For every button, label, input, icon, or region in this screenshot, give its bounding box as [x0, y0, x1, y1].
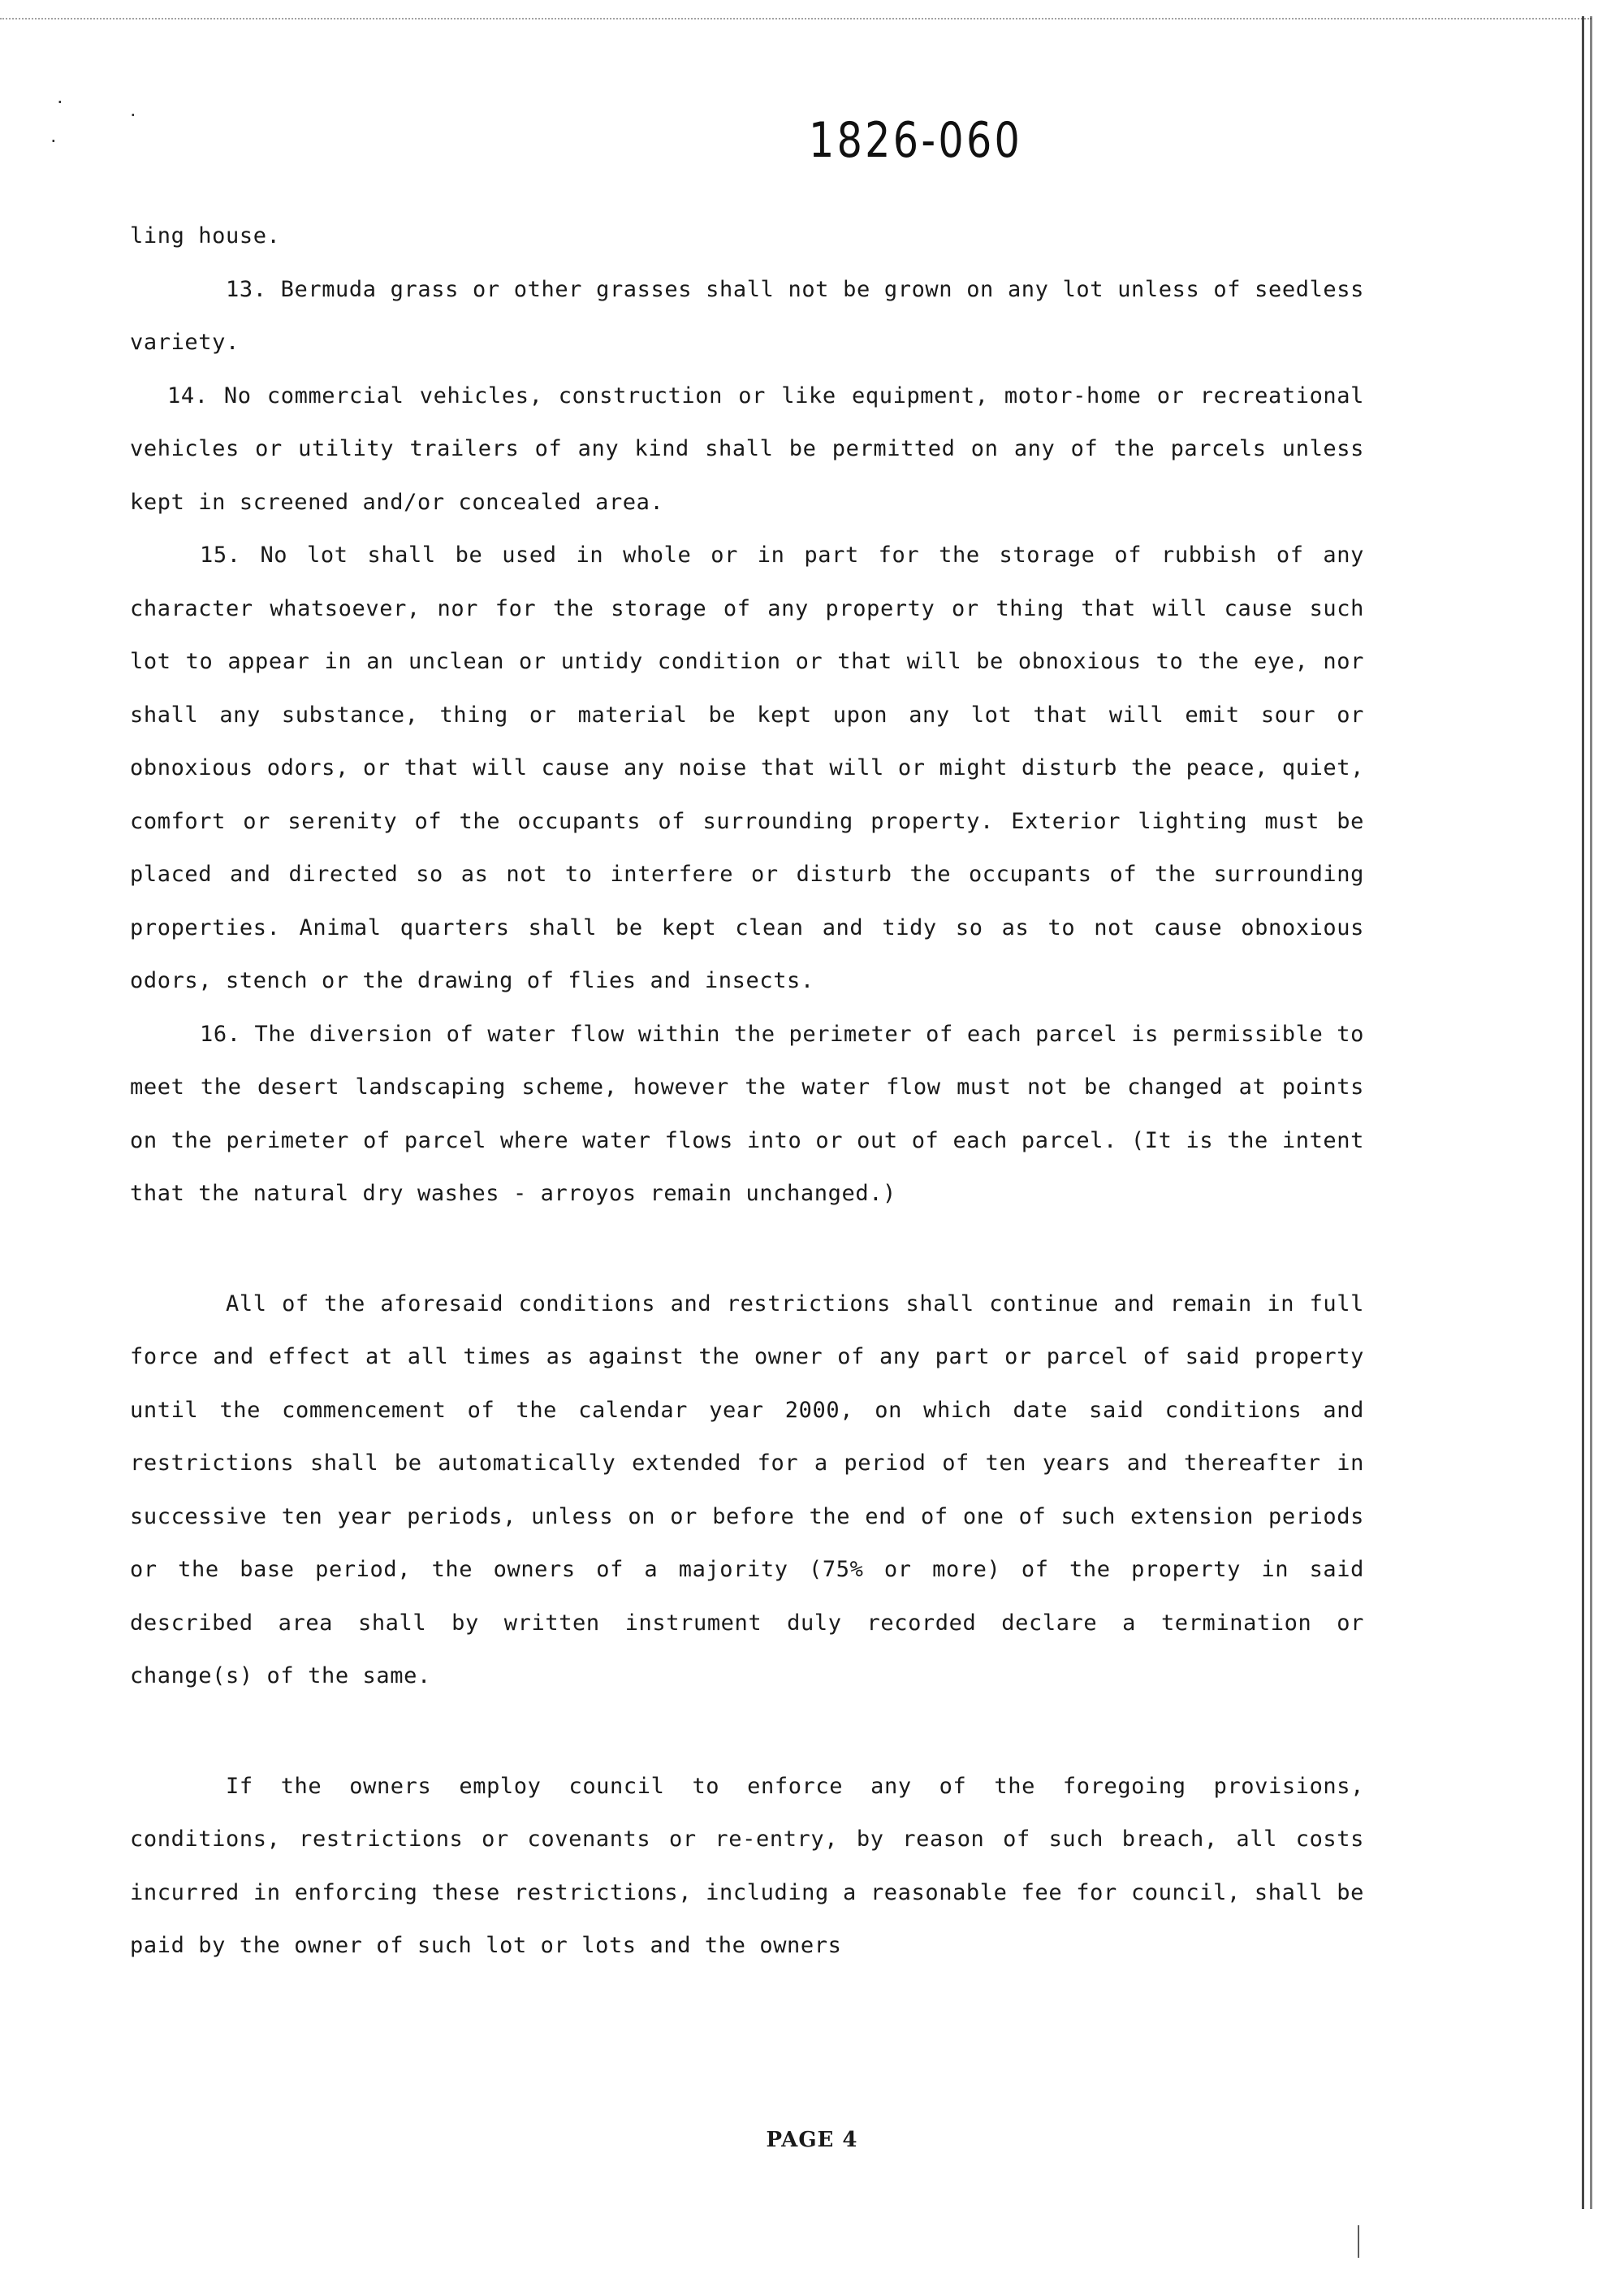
scan-artifact-right-rule-secondary — [1590, 16, 1592, 2209]
paragraph-item-15: 15. No lot shall be used in whole or in part for the storage of rubbish of any character whatsoever, nor for the storage of any property or thing that will cause such lot to appear in an unclean or untidy condition or that will be obnoxious to the eye, nor shall any substance, thing or material be kept upon any lot that will emit sour or obnoxious odors, or that will cause any noise that will or might disturb the peace, quiet, comfort or serenity of the occupants of surrounding property. Exterior lighting must be placed and directed so as not to interfere or disturb the occupants of the surrounding properties. Animal quarters shall be kept clean and tidy so as to not cause obnoxious odors, stench or the drawing of flies and insects. — [130, 543, 1364, 993]
page-number: PAGE 4 — [766, 2128, 858, 2152]
paragraph-item-16: 16. The diversion of water flow within the perimeter of each parcel is permissible to meet the desert landscaping scheme, however the water flow must not be changed at points on the perimeter of parcel where water flows into or out of each parcel. (It is the intent that the natural dry washes - arroyos remain unchanged.) — [130, 1021, 1364, 1206]
scan-speck: · — [50, 130, 57, 153]
paragraph-continuation: ling house. — [130, 223, 281, 249]
document-number: 1826-060 — [809, 112, 1023, 169]
scan-artifact-top-line — [0, 18, 1592, 28]
scan-artifact-bottom-mark — [1358, 2225, 1359, 2258]
paragraph-item-13: 13. Bermuda grass or other grasses shall not be grown on any lot unless of seedless variety. — [130, 276, 1364, 355]
scan-speck: · — [57, 91, 63, 114]
scan-speck: · — [130, 104, 136, 127]
paragraph-duration-clause: All of the aforesaid conditions and restrictions shall continue and remain in full force and effect at all times as against the owner of any part or parcel of said property until the commencement of the calendar year 2000, on which date said conditions and restrictions shall be automatically extended for a period of ten years and thereafter in successive ten year periods, unless on or before the end of one of such extension periods or the base period, the owners of a majority (75% or more) of the property in said described area shall by written instrument duly recorded declare a termination or change(s) of the same. — [130, 1290, 1364, 1688]
paragraph-spacer — [130, 1703, 1364, 1760]
paragraph-item-14: 14. No commercial vehicles, construction or like equipment, motor-home or recreational vehicles or utility trailers of any kind shall be permitted on any of the parcels unless kept in screened and/or concealed area. — [130, 383, 1364, 515]
paragraph-spacer — [130, 1221, 1364, 1278]
paragraph-enforcement-clause: If the owners employ council to enforce any of the foregoing provisions, conditions, restrictions or covenants or re-entry, by reason of such breach, all costs incurred in enforcing these restrictions, including a reasonable fee for council, shall be paid by the owner of such lot or lots and the owners — [130, 1773, 1364, 1958]
document-body — [130, 210, 1364, 1973]
scan-artifact-right-rule — [1582, 16, 1584, 2209]
